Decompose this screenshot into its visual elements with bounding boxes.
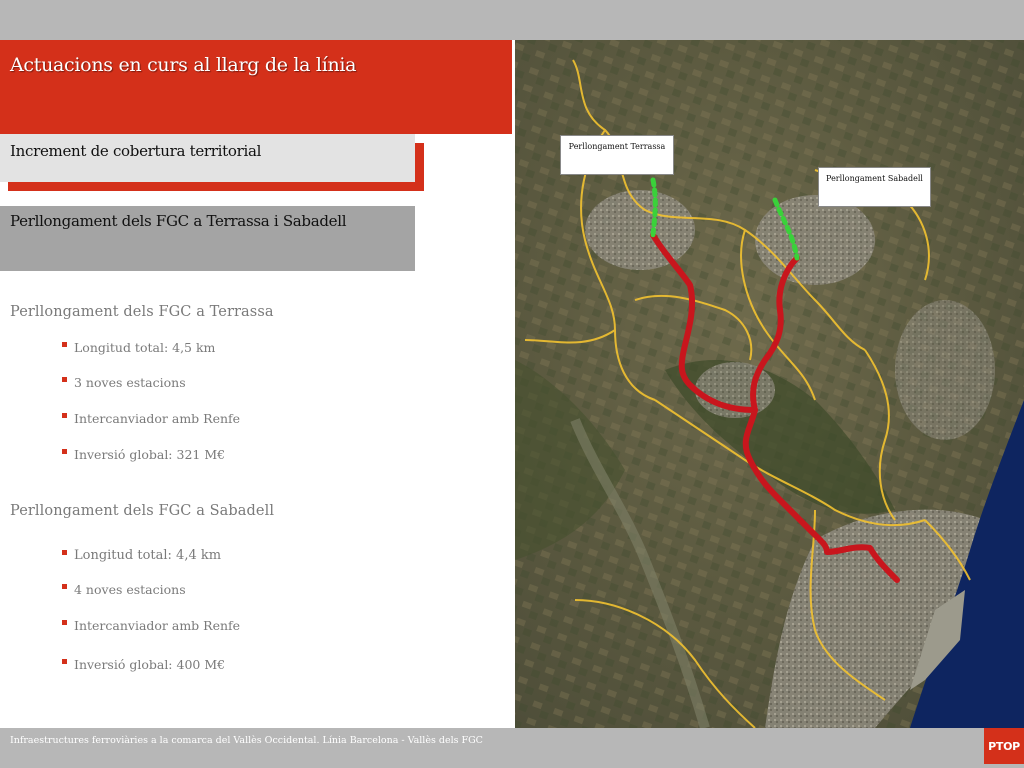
section-heading-terrassa: Perllongament dels FGC a Terrassa [10, 304, 274, 320]
list-item: Longitud total: 4,5 km [62, 340, 215, 355]
bullet-square-icon [62, 413, 67, 418]
subtitle-box-extension [0, 206, 415, 271]
urban-terrassa [585, 190, 695, 270]
subtitle-coverage: Increment de cobertura territorial [10, 142, 262, 160]
list-item: Inversió global: 400 M€ [62, 657, 225, 672]
subtitle-box-coverage [0, 134, 415, 182]
map-label-terrassa: Perllongament Terrassa [560, 135, 674, 175]
bullet-square-icon [62, 659, 67, 664]
bullet-square-icon [62, 377, 67, 382]
page-title: Actuacions en curs al llarg de la línia [10, 54, 357, 76]
list-item: Intercanviador amb Renfe [62, 618, 240, 633]
satellite-map [515, 40, 1024, 728]
section-heading-sabadell: Perllongament dels FGC a Sabadell [10, 503, 275, 519]
footer-text: Infraestructures ferroviàries a la comarca del Vallès Occidental. Línia Barcelona - Vallès dels FGC [10, 735, 483, 746]
bullet-square-icon [62, 550, 67, 555]
bullet-square-icon [62, 449, 67, 454]
list-item: Inversió global: 321 M€ [62, 447, 225, 462]
title-box [0, 40, 512, 134]
bullet-square-icon [62, 584, 67, 589]
list-item: 3 noves estacions [62, 375, 186, 390]
list-item: Intercanviador amb Renfe [62, 411, 240, 426]
list-item: Longitud total: 4,4 km [62, 548, 221, 563]
ptop-logo [984, 728, 1024, 764]
logo-text: PTOP [988, 739, 1020, 753]
subtitle-extension: Perllongament dels FGC a Terrassa i Sabadell [10, 212, 347, 230]
bullet-square-icon [62, 620, 67, 625]
bullet-square-icon [62, 342, 67, 347]
footer-band [0, 728, 1024, 768]
map-label-sabadell: Perllongament Sabadell [818, 167, 931, 207]
urban-sabadell [755, 195, 875, 285]
top-band [0, 0, 1024, 40]
urban-besos [895, 300, 995, 440]
list-item: 4 noves estacions [62, 582, 186, 597]
